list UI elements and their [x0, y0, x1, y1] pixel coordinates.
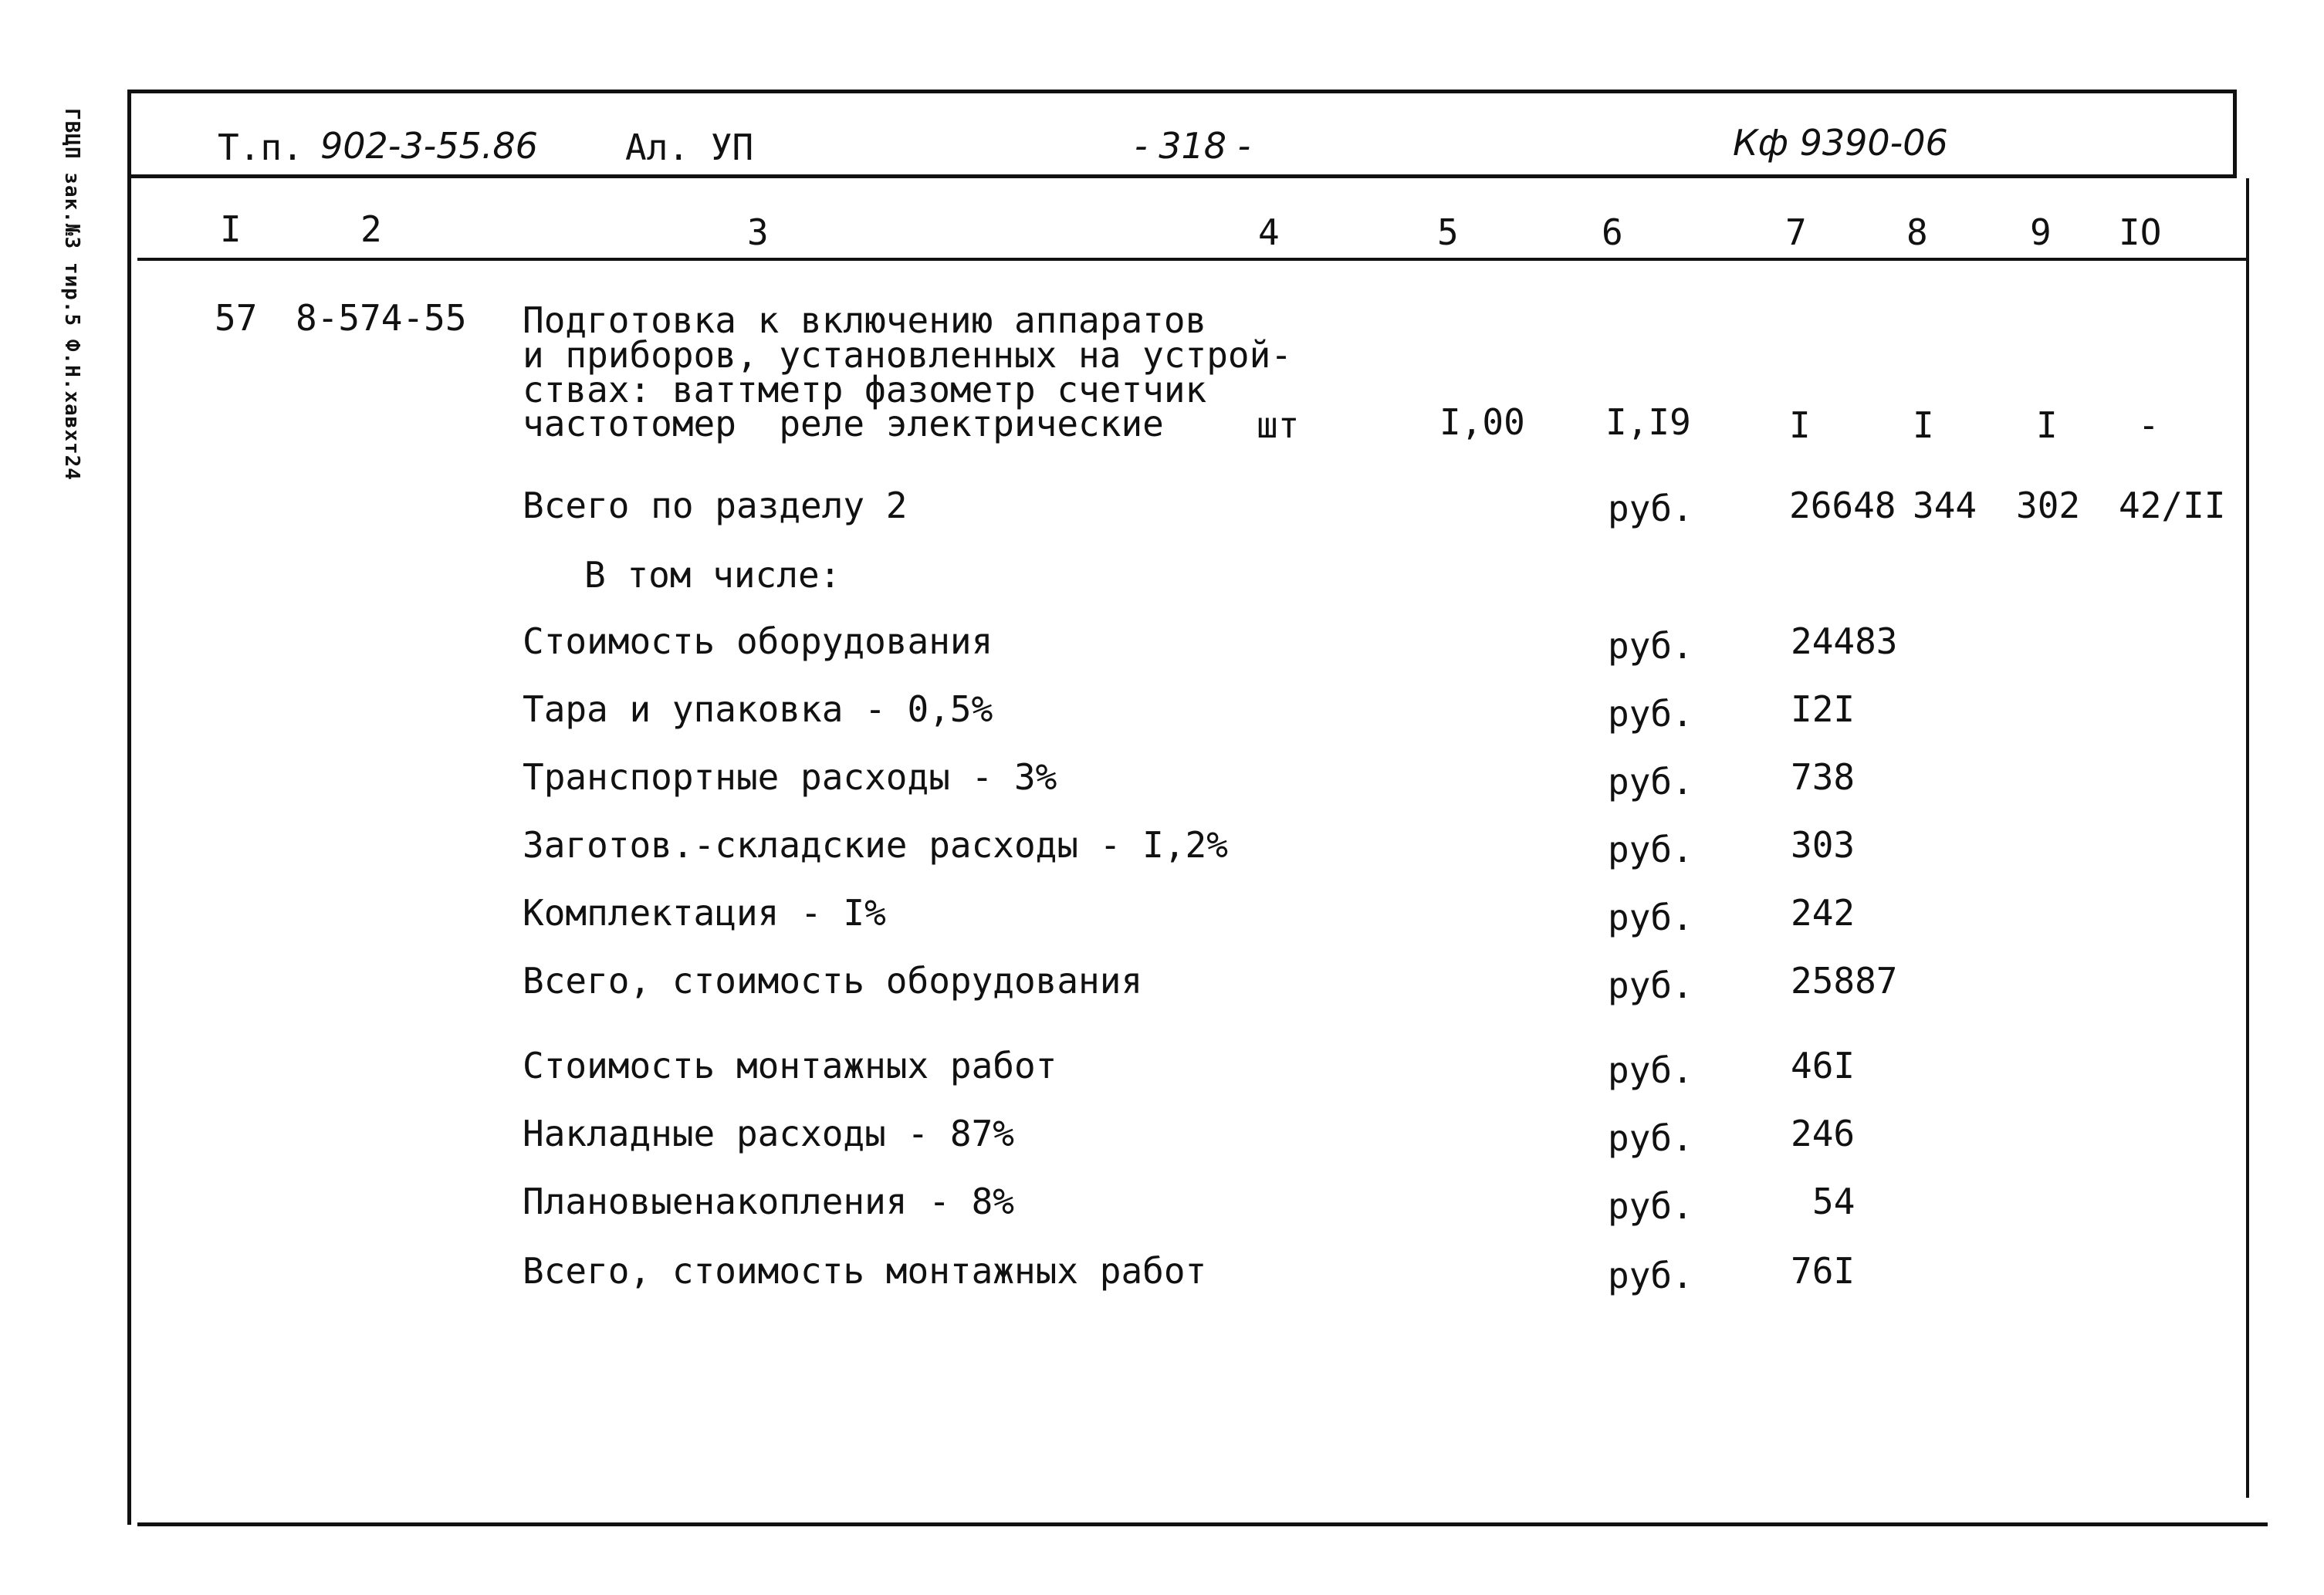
column-number-8: 8 — [1906, 211, 1928, 253]
column-number-10: IO — [2119, 211, 2162, 253]
frame-top-border — [127, 90, 2237, 93]
column-number-3: 3 — [747, 211, 769, 253]
header-tp-label: Т.п. — [218, 127, 303, 168]
item-quantity: I,00 — [1439, 401, 1525, 443]
column-number-1: I — [220, 208, 242, 250]
item-col-7: I — [1789, 404, 1811, 446]
breakdown-label-installation-cost: Стоимость монтажных работ — [523, 1045, 1057, 1086]
breakdown-value: 76I — [1791, 1250, 1855, 1292]
header-document-code: Кф 9390-06 — [1733, 122, 1948, 164]
margin-print-note: ГВЦП зак.№3 тир.5 Ф.Н.хавхт24 — [60, 108, 83, 481]
header-page-number: - 318 - — [1135, 125, 1251, 167]
breakdown-value: 303 — [1791, 824, 1855, 866]
column-header-divider — [137, 258, 2248, 261]
header-album: Ал. УП — [625, 127, 754, 168]
section-total-col-7: 26648 — [1789, 485, 1896, 526]
breakdown-label-equipment-total: Всего, стоимость оборудования — [523, 960, 1143, 1002]
item-col-9: I — [2036, 404, 2058, 446]
breakdown-value: 24483 — [1791, 620, 1898, 662]
section-total-label: Всего по разделу 2 — [523, 485, 908, 526]
breakdown-unit: руб. — [1608, 761, 1693, 803]
section-total-col-10: 42/II — [2119, 485, 2226, 526]
breakdown-unit: руб. — [1608, 897, 1693, 938]
section-total-col-8: 344 — [1913, 485, 1977, 526]
item-description-line-2: и приборов, установленных на устрой- — [523, 334, 1292, 376]
breakdown-label-assembly: Комплектация - I% — [523, 892, 886, 934]
item-col-10: - — [2138, 404, 2160, 446]
breakdown-unit: руб. — [1608, 625, 1693, 667]
breakdown-value: 46I — [1791, 1045, 1855, 1086]
column-number-4: 4 — [1258, 211, 1280, 253]
breakdown-unit: руб. — [1608, 1049, 1693, 1091]
item-description-line-4: частотомер реле электрические — [523, 403, 1164, 444]
breakdown-unit: руб. — [1608, 1117, 1693, 1159]
breakdown-label-installation-total: Всего, стоимость монтажных работ — [523, 1250, 1207, 1292]
header-divider — [127, 174, 2237, 178]
breakdown-value: 54 — [1812, 1181, 1855, 1222]
breakdown-label-packaging: Тара и упаковка - 0,5% — [523, 688, 993, 730]
item-col-8: I — [1913, 404, 1934, 446]
frame-right-border — [2233, 90, 2237, 178]
breakdown-label-equipment-cost: Стоимость оборудования — [523, 620, 993, 662]
breakdown-label-warehouse: Заготов.-складские расходы - I,2% — [523, 824, 1228, 866]
breakdown-value: 25887 — [1791, 960, 1898, 1002]
breakdown-unit: руб. — [1608, 829, 1693, 870]
item-unit-price: I,I9 — [1605, 401, 1691, 443]
breakdown-value: 246 — [1791, 1113, 1855, 1154]
including-heading: В том числе: — [584, 554, 841, 596]
section-total-col-9: 302 — [2016, 485, 2081, 526]
column-number-2: 2 — [360, 208, 382, 250]
frame-bottom-border — [137, 1522, 2268, 1526]
column-number-5: 5 — [1437, 211, 1459, 253]
column-number-7: 7 — [1785, 211, 1807, 253]
item-unit: шт — [1257, 404, 1300, 446]
breakdown-value: 738 — [1791, 756, 1855, 798]
breakdown-label-transport: Транспортные расходы - 3% — [523, 756, 1057, 798]
column-number-6: 6 — [1602, 211, 1623, 253]
column-number-9: 9 — [2030, 211, 2052, 253]
breakdown-value: 242 — [1791, 892, 1855, 934]
breakdown-unit: руб. — [1608, 1185, 1693, 1227]
item-code: 8-574-55 — [296, 297, 467, 339]
breakdown-unit: руб. — [1608, 1255, 1693, 1296]
breakdown-value: I2I — [1791, 688, 1855, 730]
item-description-line-1: Подготовка к включению аппаратов — [523, 299, 1207, 341]
breakdown-label-overhead: Накладные расходы - 87% — [523, 1113, 1014, 1154]
header-tp-number: 902-3-55.86 — [320, 125, 538, 167]
frame-right-border-lower — [2246, 178, 2249, 1498]
breakdown-unit: руб. — [1608, 965, 1693, 1006]
item-description-line-3: ствах: ваттметр фазометр счетчик — [523, 369, 1207, 411]
frame-left-border — [127, 90, 131, 1525]
section-total-unit: руб. — [1608, 488, 1693, 529]
breakdown-unit: руб. — [1608, 693, 1693, 735]
item-number: 57 — [215, 297, 258, 339]
breakdown-label-planned-savings: Плановыенакопления - 8% — [523, 1181, 1014, 1222]
